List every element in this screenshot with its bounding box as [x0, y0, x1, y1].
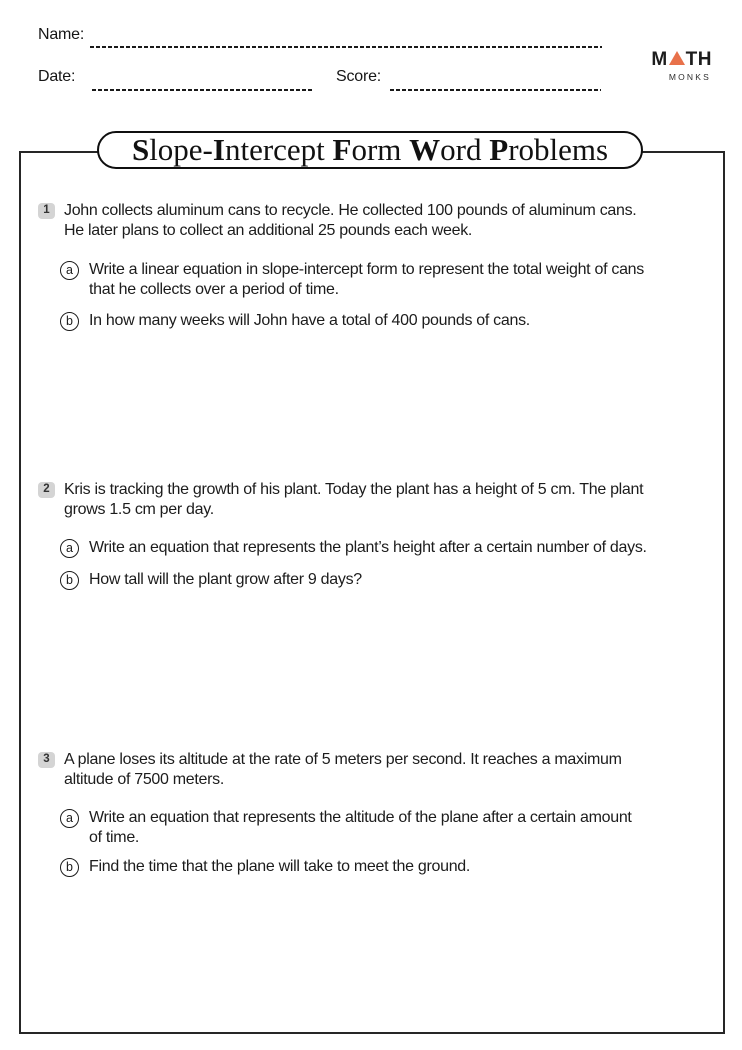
problem-2-number-badge: 2	[38, 482, 55, 498]
problem-2-part-b	[60, 570, 362, 590]
problem-1-number-badge: 1	[38, 203, 55, 219]
score-label: Score:	[336, 68, 382, 85]
problem-2-statement	[38, 480, 643, 520]
problem-3-number-badge: 3	[38, 752, 55, 768]
page-title: S lope- I ntercept F orm W ord P roblems	[97, 131, 643, 169]
problem-2-statement-line-2: grows 1.5 cm per day.	[64, 501, 214, 518]
date-fill-line	[92, 89, 312, 91]
score-fill-line	[390, 89, 601, 91]
problem-3-part-b	[60, 857, 470, 877]
problem-1-statement	[38, 201, 636, 241]
problem-2-statement-line-1: Kris is tracking the growth of his plant. Today the plant has a height of 5 cm. The plant	[64, 481, 644, 498]
problem-1-statement-line-1: John collects aluminum cans to recycle. He collected 100 pounds of aluminum cans.	[64, 202, 637, 219]
part-b-letter-badge: b	[60, 312, 79, 331]
math-monks-logo	[646, 49, 712, 82]
problem-1-statement-line-2: He later plans to collect an additional 25 pounds each week.	[64, 222, 473, 239]
part-b-letter-badge: b	[60, 571, 79, 590]
problem-3-statement-line-1: A plane loses its altitude at the rate of 5 meters per second. It reaches a maximum	[64, 751, 622, 768]
problem-3-statement	[38, 750, 622, 790]
logo-math-text: M TH	[651, 49, 712, 70]
problem-1a-line-1: Write a linear equation in slope-intercept form to represent the total weight of cans	[89, 261, 644, 278]
name-label: Name:	[38, 26, 85, 43]
problem-3a-line-1: Write an equation that represents the altitude of the plane after a certain amount	[89, 809, 632, 826]
logo-triangle-icon	[669, 51, 685, 65]
problem-1-part-a	[60, 260, 644, 300]
problem-2a-line-1: Write an equation that represents the plant’s height after a certain number of days.	[89, 539, 647, 556]
part-a-letter-badge: a	[60, 261, 79, 280]
date-label: Date:	[38, 68, 76, 85]
logo-monks-text: MONKS	[668, 72, 711, 82]
problem-3b-line-1: Find the time that the plane will take to meet the ground.	[89, 858, 471, 875]
problem-3-statement-line-2: altitude of 7500 meters.	[64, 771, 225, 788]
problem-1b-line-1: In how many weeks will John have a total of 400 pounds of cans.	[89, 312, 530, 329]
part-a-letter-badge: a	[60, 539, 79, 558]
problem-2-part-a	[60, 538, 647, 558]
part-b-letter-badge: b	[60, 858, 79, 877]
part-a-letter-badge: a	[60, 809, 79, 828]
problem-3-part-a	[60, 808, 632, 848]
problem-3a-line-2: of time.	[89, 829, 140, 846]
problem-2b-line-1: How tall will the plant grow after 9 days?	[89, 571, 362, 588]
problem-1-part-b	[60, 311, 530, 331]
name-fill-line	[90, 46, 602, 48]
problem-1a-line-2: that he collects over a period of time.	[89, 281, 339, 298]
